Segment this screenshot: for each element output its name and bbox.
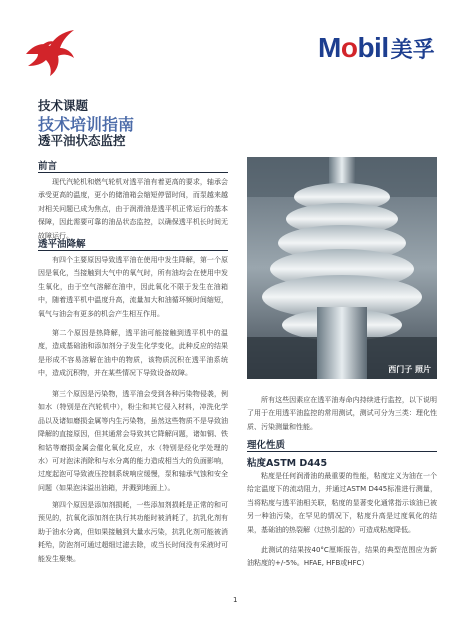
mobil-logo bbox=[318, 32, 435, 64]
degradation-rule bbox=[38, 250, 228, 251]
degradation-para-1: 有四个主要原因导致透平油在使用中发生降解，第一个原因是氧化，当接触到大气中的氧气时，所有油均会在使用中发生氧化，由于空气溶解在油中，因此氧化不限于发生在油箱中，随着透平机中温度升高，流量加大和油循环频时间缩短，氧气与油会有更多的机会产生相互作用。 bbox=[38, 256, 228, 318]
turbine-photo bbox=[247, 157, 437, 379]
astm-body: 粘度是任何润滑油的最重要的性能，粘度定义为油在一个给定温度下的流动阻力，并通过ASTM D445标准进行测量，当将粘度与透平油相关联，粘度的显著变化通常指示该油已被另一种油污染，在罕见的情况下，粘度升高是过度氧化的结果，基础油的热裂解（过热引起的）可造成粘度降低。 bbox=[247, 472, 437, 534]
result-body: 此测试的结果按40°C厘斯报告，结果的典型范围应为新油粘度的+/-5%。HFAE, HFB或HFC） bbox=[247, 546, 437, 568]
astm-heading: 粘度ASTM D445 bbox=[247, 458, 328, 469]
brand-name-cn: 美孚 bbox=[390, 38, 435, 63]
monitoring-intro: 所有这些因素应在透平油寿命内持续进行监控，以下说明了用于在用透平油监控的常用测试，测试可分为三类：理化性质、污染测量和性能。 bbox=[247, 396, 437, 431]
brand-name-colored: o bbox=[340, 32, 358, 63]
page-number: 1 bbox=[233, 596, 238, 604]
physchem-rule bbox=[247, 451, 437, 452]
photo-credit: 西门子 照片 bbox=[388, 365, 431, 374]
brand-name: Mobil bbox=[318, 32, 389, 63]
preface-body: 现代汽轮机和燃气轮机对透平油有着更高的要求，轴承会承受更高的温度，更小的储油箱会缩短停留时间，而泵越来越对相关问题已成为焦点，由于润滑油是透平机正常运行的基本保障，因此需要可靠的油品状态监控，以确保透平机长时间无故障运行。 bbox=[38, 178, 228, 240]
pegasus-logo bbox=[20, 24, 80, 84]
preface-heading: 前言 bbox=[38, 161, 58, 172]
physchem-heading: 理化性质 bbox=[247, 440, 286, 451]
degradation-para-3: 第三个原因是污染物，透平油会受到各种污染物侵袭，例如水（特别是在汽轮机中），粉尘和其它侵入材料，冲洗化学品以及诸如磨损金属等内生污染物，虽然这些物质不是导致油降解的直接原因，但其通常会导致其它降解问题，诸如铜、铁和钴等磨损金属会催化氧化反应，水（特别是经化学处理的水）可对泡沫消除和与水分离的能力造成相当大的负面影响，过度起泡可导致液压控制系统响应缓慢，泵和轴承气蚀和安全问题（如果泡沫溢出油箱，并溅到地面上）。 bbox=[38, 390, 228, 492]
doc-title: 技术培训指南 bbox=[38, 115, 135, 134]
preface-rule bbox=[38, 172, 228, 173]
degradation-para-4: 第四个原因是添加剂损耗，一些添加剂损耗是正常的和可预见的，抗氧化添加剂在执行其功能时被消耗了，抗乳化剂有助于油水分离，但如果接触到大量水污染，抗乳化剂可能被消耗殆，防泡剂可通过超细过滤去除，或当长时间没有采液时可能发生聚集。 bbox=[38, 501, 228, 563]
degradation-para-2: 第二个原因是热降解，透平油可能接触到透平机中的温度，造成基础油和添加剂分子发生化学变化，此种反应的结果是形成不容易溶解在油中的物质，该物质沉积在透平油系统中，造成沉积物，并在某些情况下导致设备故障。 bbox=[38, 329, 228, 378]
doc-kicker: 技术课题 bbox=[38, 98, 89, 113]
doc-subtitle: 透平油状态监控 bbox=[38, 133, 126, 148]
degradation-heading: 透平油降解 bbox=[38, 239, 86, 250]
